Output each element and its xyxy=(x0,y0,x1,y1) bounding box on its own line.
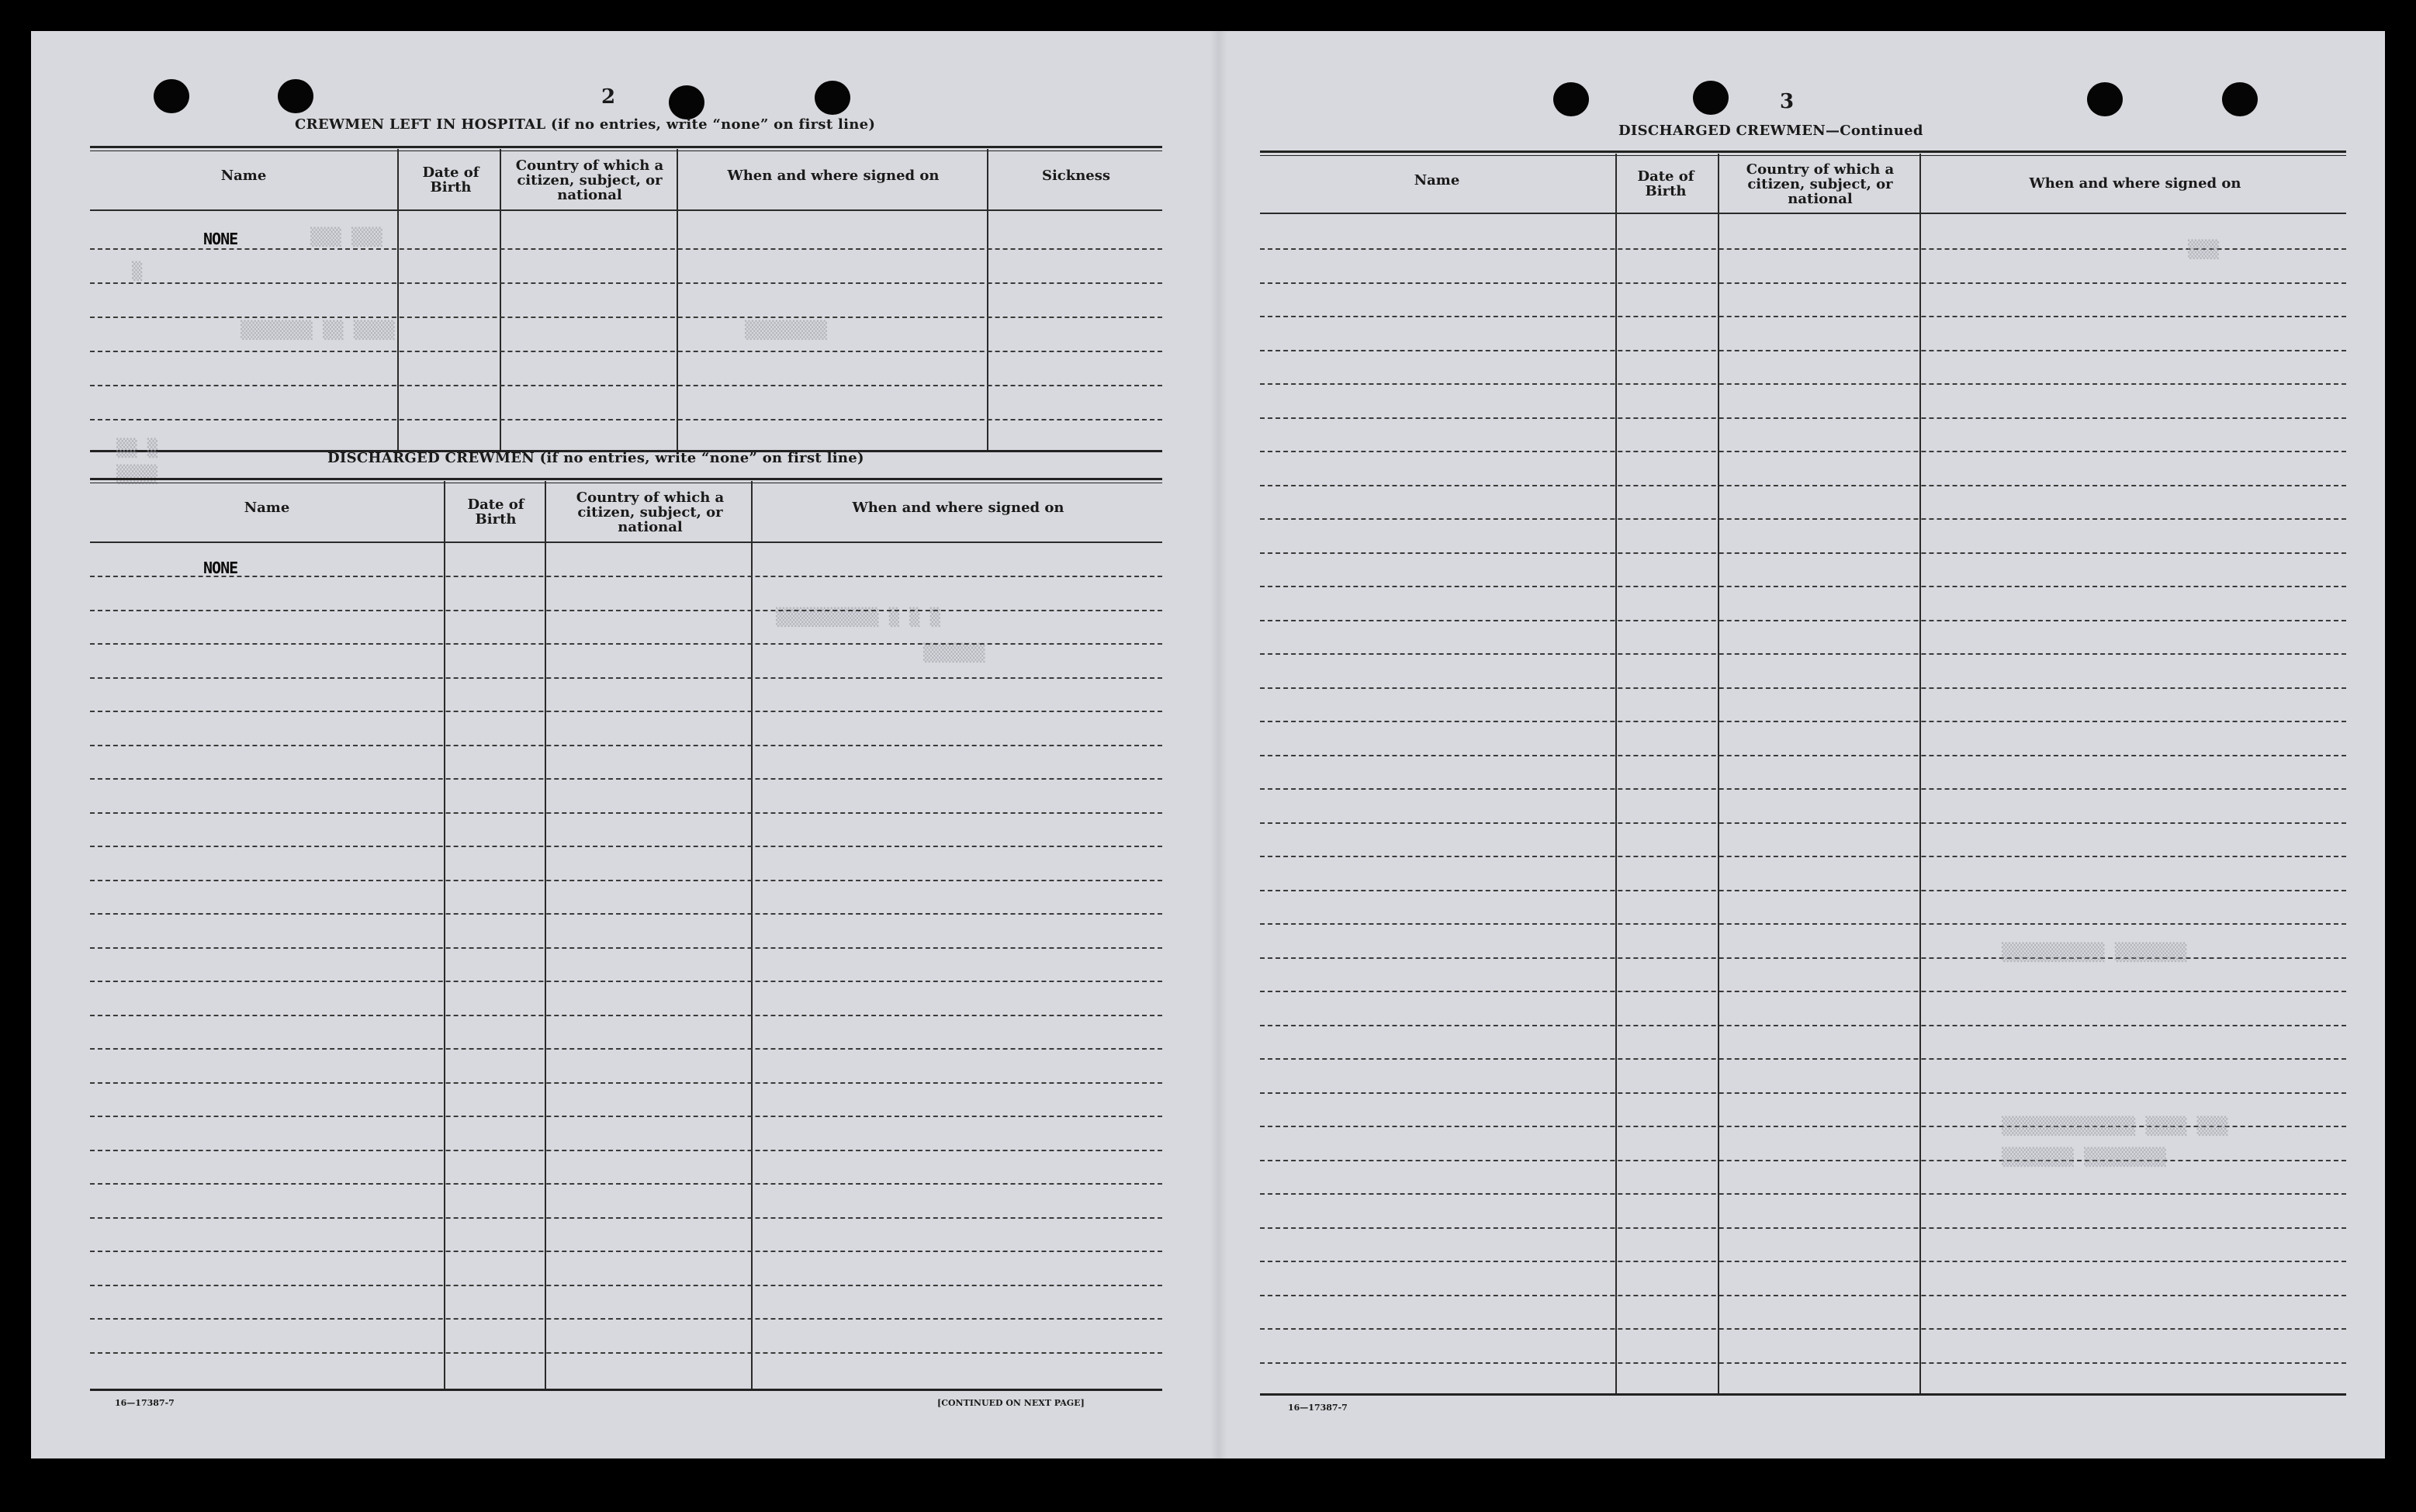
punch-hole-icon xyxy=(2087,82,2123,116)
punch-hole-icon xyxy=(154,79,189,113)
form-number-right: 16—17387-7 xyxy=(1288,1403,1348,1413)
col-divider xyxy=(397,149,399,452)
table-row xyxy=(90,1082,1162,1084)
table-row xyxy=(1260,1328,2346,1330)
table-row xyxy=(1260,552,2346,554)
bleed-through-mark: ▒▒▒▒ xyxy=(116,465,157,485)
col-divider xyxy=(444,481,445,1390)
table-row xyxy=(90,643,1162,645)
table-row xyxy=(1260,316,2346,317)
table-row xyxy=(90,1183,1162,1185)
form-number-left: 16—17387-7 xyxy=(115,1398,175,1408)
col-divider xyxy=(987,149,988,452)
table-row xyxy=(90,1285,1162,1286)
bleed-through-mark: ▒▒▒▒▒▒▒▒▒▒ ▒ ▒ ▒ xyxy=(776,608,940,628)
table-row xyxy=(1260,856,2346,857)
table-row xyxy=(90,913,1162,915)
table-row xyxy=(1260,1362,2346,1364)
col-divider xyxy=(500,149,501,452)
discharged-title-text: DISCHARGED CREWMEN xyxy=(327,450,535,466)
table-row xyxy=(1260,755,2346,756)
table-row xyxy=(1260,1193,2346,1195)
col-divider xyxy=(545,481,546,1390)
table-top-rule xyxy=(90,146,1162,151)
col-head-dob: Date of Birth xyxy=(422,164,479,195)
table-row xyxy=(1260,282,2346,284)
table-row xyxy=(90,385,1162,386)
table-row xyxy=(1260,890,2346,891)
col-divider xyxy=(677,149,678,452)
table-row xyxy=(90,947,1162,949)
punch-hole-icon xyxy=(2222,82,2258,116)
table-row xyxy=(1260,1025,2346,1026)
discharged-section-title xyxy=(327,450,864,466)
table-row xyxy=(90,812,1162,814)
table-row xyxy=(1260,923,2346,925)
table-row xyxy=(90,1048,1162,1050)
table-row xyxy=(1260,788,2346,790)
punch-hole-icon xyxy=(669,85,704,119)
table-row xyxy=(90,880,1162,881)
table-row xyxy=(1260,485,2346,486)
table-row xyxy=(1260,620,2346,621)
table-row xyxy=(1260,518,2346,520)
table-row xyxy=(1260,417,2346,419)
table-row xyxy=(90,1015,1162,1016)
table-row xyxy=(1260,586,2346,587)
discharged-subtitle-text: (if no entries, write “none” on first line) xyxy=(539,450,864,466)
col-head-sickness: Sickness xyxy=(1041,167,1111,184)
col-divider xyxy=(1615,154,1617,1395)
table-row xyxy=(1260,1295,2346,1296)
table-row xyxy=(1260,687,2346,689)
table-row xyxy=(1260,721,2346,722)
col-head-country: Country of which a citizen, subject, or national xyxy=(1746,161,1895,207)
table-top-rule xyxy=(1260,151,2346,156)
punch-hole-icon xyxy=(815,81,850,115)
table-row xyxy=(1260,1092,2346,1094)
table-row xyxy=(1260,822,2346,824)
hospital-subtitle-text: (if no entries, write “none” on first line) xyxy=(551,116,876,133)
table-row xyxy=(1260,248,2346,250)
table-row xyxy=(1260,1058,2346,1060)
table-row xyxy=(90,419,1162,420)
col-divider xyxy=(751,481,753,1390)
table-row xyxy=(90,351,1162,352)
table-row xyxy=(90,1150,1162,1151)
table-row xyxy=(90,317,1162,318)
table-row xyxy=(1260,991,2346,992)
table-row xyxy=(90,610,1162,611)
bleed-through-mark: ▒▒▒▒▒▒▒ ▒▒▒▒▒▒▒▒ xyxy=(2002,1148,2166,1168)
bleed-through-mark: ▒▒▒▒▒▒▒ ▒▒ ▒▒▒▒ xyxy=(241,321,395,341)
table-row xyxy=(90,1116,1162,1117)
bleed-through-mark: ▒▒▒▒▒▒▒▒ xyxy=(745,321,827,341)
table-row xyxy=(1260,451,2346,452)
header-rule xyxy=(90,541,1162,543)
table-row xyxy=(90,981,1162,982)
hospital-title-text: CREWMEN LEFT IN HOSPITAL xyxy=(295,116,546,133)
bleed-through-mark: ▒▒▒ xyxy=(2188,240,2219,260)
bleed-through-mark: ▒ xyxy=(132,262,143,282)
col-divider xyxy=(1919,154,1921,1395)
table-row xyxy=(90,677,1162,679)
bleed-through-mark: ▒▒▒▒▒▒ xyxy=(923,644,985,663)
punch-hole-icon xyxy=(1693,81,1729,115)
table-row xyxy=(90,846,1162,847)
col-head-country: Country of which a citizen, subject, or national xyxy=(515,157,664,203)
col-divider xyxy=(1718,154,1719,1395)
discharged-entry-stamp: NONE xyxy=(203,559,238,577)
discharged-continued-title xyxy=(1618,123,1923,139)
bleed-through-mark: ▒▒ ▒ xyxy=(116,439,157,458)
col-head-signed: When and where signed on xyxy=(727,167,940,184)
col-head-country: Country of which a citizen, subject, or national xyxy=(576,489,725,535)
hospital-entry-stamp: NONE xyxy=(203,230,238,248)
table-row xyxy=(90,1251,1162,1252)
table-row xyxy=(1260,350,2346,351)
col-head-signed: When and where signed on xyxy=(852,499,1064,516)
table-row xyxy=(90,745,1162,746)
table-row xyxy=(1260,1227,2346,1229)
table-bottom-rule xyxy=(1260,1393,2346,1398)
bleed-through-mark: ▒▒▒▒▒▒▒▒▒▒▒▒▒ ▒▒▒▒ ▒▒▒ xyxy=(2002,1117,2228,1137)
continued-title-text: DISCHARGED CREWMEN xyxy=(1618,123,1826,139)
bleed-through-mark: ▒▒▒ ▒▒▒ xyxy=(310,228,382,247)
table-row xyxy=(90,1352,1162,1354)
punch-hole-icon xyxy=(1553,82,1589,116)
table-row xyxy=(90,711,1162,712)
table-row xyxy=(1260,383,2346,385)
hospital-section-title xyxy=(295,116,875,133)
col-head-name: Name xyxy=(244,499,290,516)
continued-note: [CONTINUED ON NEXT PAGE] xyxy=(937,1398,1085,1408)
col-head-name: Name xyxy=(220,167,267,184)
punch-hole-icon xyxy=(278,79,313,113)
table-top-rule xyxy=(90,478,1162,483)
table-row xyxy=(90,282,1162,284)
header-rule xyxy=(1260,213,2346,214)
continued-subtitle-text: —Continued xyxy=(1825,123,1923,139)
table-row xyxy=(90,1217,1162,1219)
table-row xyxy=(1260,653,2346,655)
table-row xyxy=(90,576,1162,577)
page-number-left: 2 xyxy=(601,85,616,109)
document-sheet xyxy=(31,31,2385,1458)
page-fold xyxy=(1210,31,1227,1458)
header-rule xyxy=(90,209,1162,211)
col-head-signed: When and where signed on xyxy=(2029,175,2241,192)
table-row xyxy=(90,1318,1162,1320)
col-head-dob: Date of Birth xyxy=(1637,168,1694,199)
table-row xyxy=(1260,1261,2346,1262)
col-head-name: Name xyxy=(1414,171,1460,189)
page-number-right: 3 xyxy=(1780,90,1795,113)
table-bottom-rule xyxy=(90,1389,1162,1393)
table-row xyxy=(90,778,1162,780)
col-head-dob: Date of Birth xyxy=(467,497,524,528)
table-row xyxy=(1260,1160,2346,1161)
table-row xyxy=(90,248,1162,250)
bleed-through-mark: ▒▒▒▒▒▒▒▒▒▒ ▒▒▒▒▒▒▒ xyxy=(2002,943,2187,963)
